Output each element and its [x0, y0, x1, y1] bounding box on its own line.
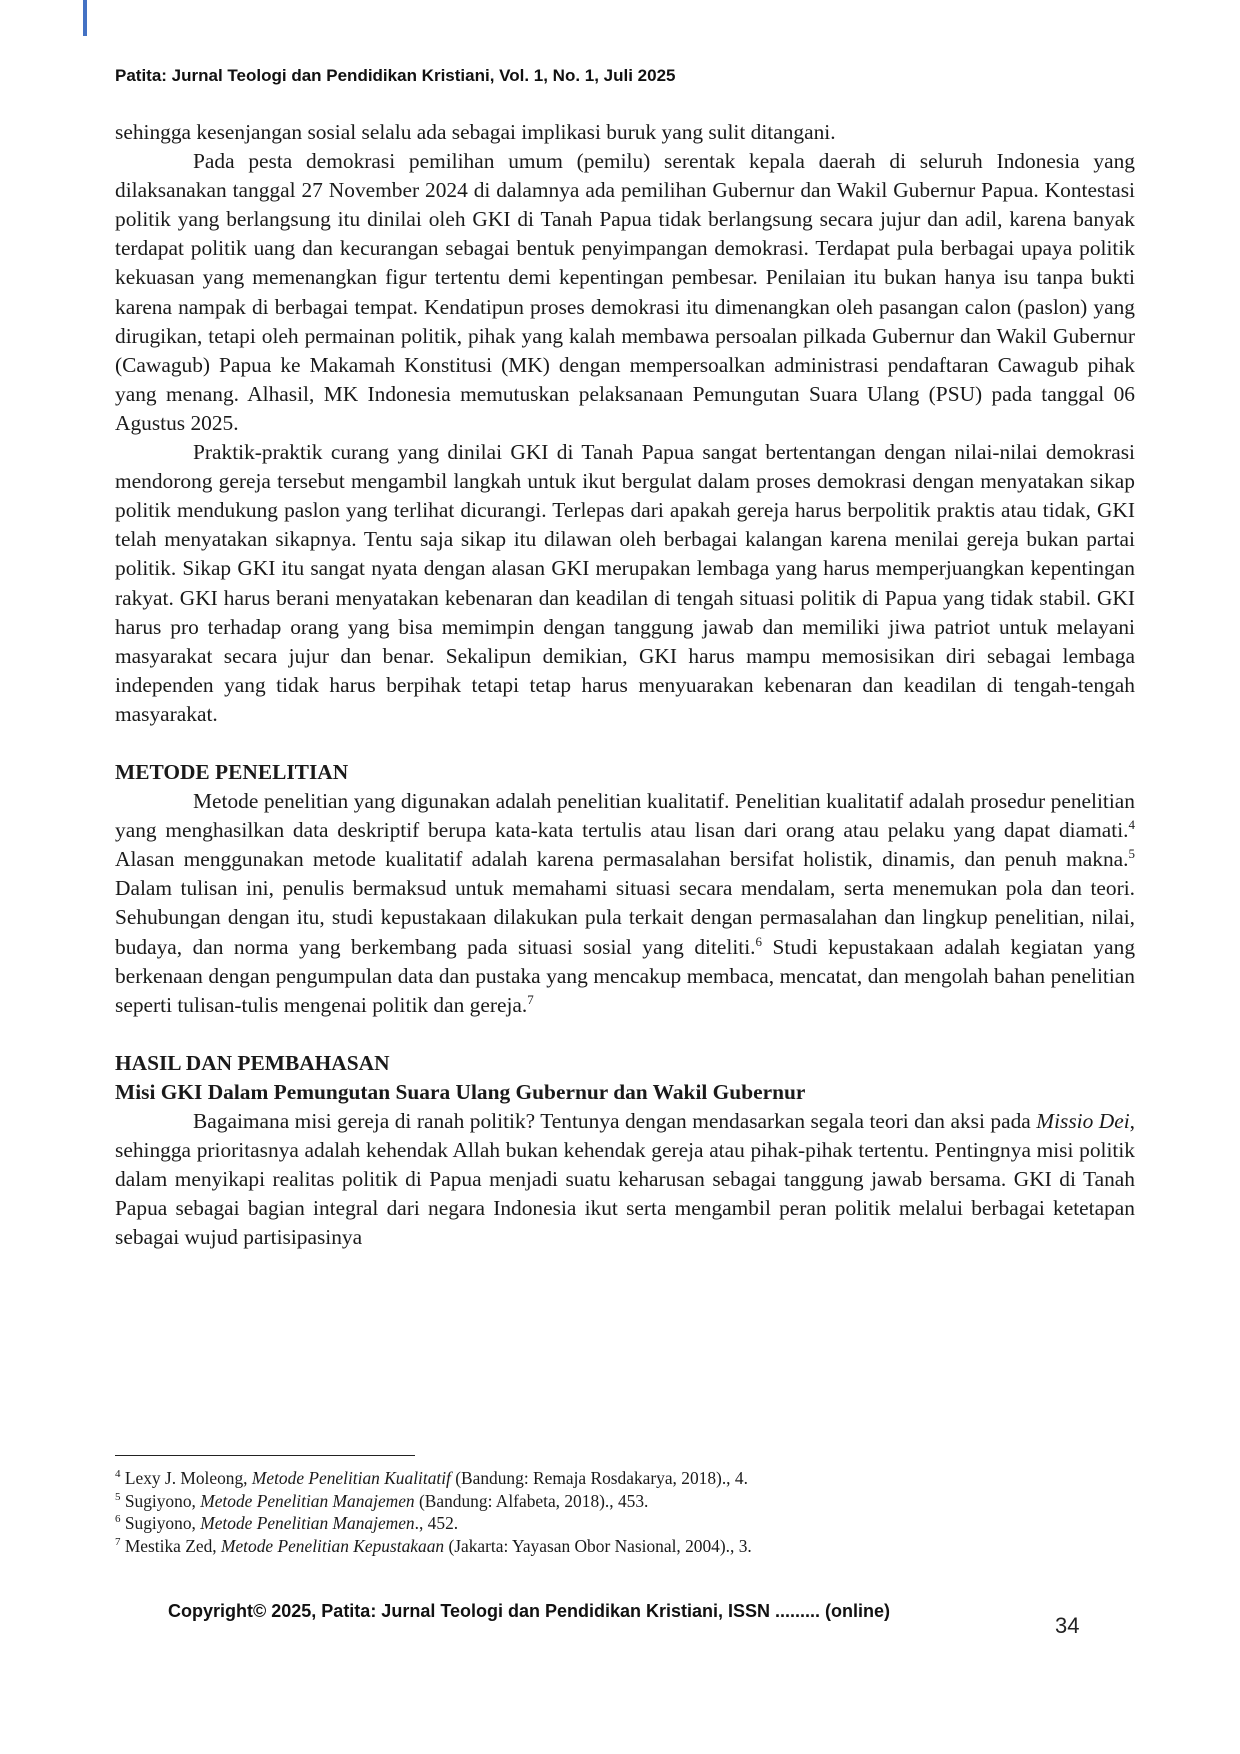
- missio-dei-term: Missio Dei: [1036, 1109, 1130, 1133]
- footnote-ref-4: 4: [1128, 817, 1135, 833]
- footnote-publication: (Bandung: Alfabeta, 2018)., 453.: [414, 1490, 649, 1511]
- footnote-author: Sugiyono,: [120, 1513, 201, 1534]
- paragraph-pesta-demokrasi: Pada pesta demokrasi pemilihan umum (pemilu) serentak kepala daerah di seluruh Indonesia yang dilaksanakan tanggal 27 November 2024 di dalamnya ada pemilihan Gubernur dan Wakil Gubernur Papua. Kontestasi politik yang berlangsung itu dinilai oleh GKI di Tanah Papua tidak berlangsung secara jujur dan adil, karena banyak terdapat politik uang dan kecurangan sebagai bentuk penyimpangan demokrasi. Terdapat pula berbagai upaya politik kekuasan yang memenangkan figur tertentu demi kepentingan pembesar. Penilaian itu bukan hanya isu tanpa bukti karena nampak di berbagai tempat. Kendatipun proses demokrasi itu dimenangkan oleh pasangan calon (paslon) yang dirugikan, tetapi oleh permainan politik, pihak yang kalah membawa persoalan pilkada Gubernur dan Wakil Gubernur (Cawagub) Papua ke Makamah Konstitusi (MK) dengan mempersoalkan administrasi pendaftaran Cawagub pihak yang menang. Alhasil, MK Indonesia memutuskan pelaksanaan Pemungutan Suara Ulang (PSU) pada tanggal 06 Agustus 2025.: [115, 149, 1135, 435]
- footnote-number: 6: [115, 1513, 121, 1526]
- footnote-ref-6: 6: [755, 933, 763, 949]
- footnote-publication: (Jakarta: Yayasan Obor Nasional, 2004)., 3.: [444, 1535, 752, 1556]
- footnote-author: Lexy J. Moleong,: [120, 1468, 252, 1488]
- metode-text-4: Studi kepustakaan adalah kegiatan yang berkenaan dengan pengumpulan data dan pustaka yang mencakup membaca, mencatat, dan mengolah bahan penelitian seperti tulisan-tulis mengenai politik dan gereja.: [115, 934, 1136, 1017]
- footnote-number: 7: [115, 1535, 121, 1548]
- footnote-ref-7: 7: [527, 991, 534, 1007]
- footnote-7: [115, 1535, 1135, 1558]
- paragraph-praktik-curang: Praktik-praktik curang yang dinilai GKI di Tanah Papua sangat bertentangan dengan nilai-nilai demokrasi mendorong gereja tersebut mengambil langkah untuk ikut bergulat dalam proses demokrasi dengan menyatakan sikap politik mendukung paslon yang terlihat dicurangi. Terlepas dari apakah gereja harus berpolitik praktis atau tidak, GKI telah menyatakan sikapnya. Tentu saja sikap itu dilawan oleh berbagai kalangan karena menilai gereja bukan partai politik. Sikap GKI itu sangat nyata dengan alasan GKI merupakan lembaga yang harus memperjuangkan kepentingan rakyat. GKI harus berani menyatakan kebenaran dan keadilan di tengah situasi politik di Papua yang tidak stabil. GKI harus pro terhadap orang yang bisa memimpin dengan tanggung jawab dan memiliki jiwa patriot untuk melayani masyarakat secara jujur dan benar. Sekalipun demikian, GKI harus mampu memosisikan diri sebagai lembaga independen yang tidak harus berpihak tetapi tetap harus menyuarakan kebenaran dan keadilan di tengah-tengah masyarakat.: [115, 440, 1135, 726]
- footnote-publication: ., 452.: [414, 1513, 459, 1534]
- footer-copyright: Copyright© 2025, Patita: Jurnal Teologi dan Pendidikan Kristiani, ISSN ......... (online): [168, 1601, 891, 1621]
- page-number: 34: [1055, 1613, 1080, 1638]
- metode-text-1: Metode penelitian yang digunakan adalah penelitian kualitatif. Penelitian kualitatif adalah prosedur penelitian yang menghasilkan data deskriptif berupa kata-kata tertulis atau lisan dari orang atau pelaku yang dapat diamati.: [115, 789, 1135, 843]
- article-body: [115, 118, 1135, 1252]
- footnote-publication: (Bandung: Remaja Rosdakarya, 2018)., 4.: [450, 1468, 748, 1488]
- paragraph-continuation: sehingga kesenjangan sosial selalu ada sebagai implikasi buruk yang sulit ditangani.: [115, 120, 836, 144]
- footnote-5: [115, 1490, 1135, 1513]
- footnote-title: Metode Penelitian Kepustakaan: [220, 1535, 445, 1556]
- metode-text-2: Alasan menggunakan metode kualitatif adalah karena permasalahan bersifat holistik, dinamis, dan penuh makna.: [115, 847, 1129, 872]
- footnote-ref-5: 5: [1128, 846, 1135, 862]
- footnote-6: [115, 1512, 1135, 1535]
- running-header: Patita: Jurnal Teologi dan Pendidikan Kristiani, Vol. 1, No. 1, Juli 2025: [115, 66, 676, 85]
- footnote-title: Metode Penelitian Manajemen: [200, 1513, 415, 1534]
- footnotes: [115, 1467, 1135, 1557]
- footnote-author: Sugiyono,: [120, 1490, 201, 1511]
- misi-text-1: Bagaimana misi gereja di ranah politik? Tentunya dengan mendasarkan segala teori dan aksi pada: [193, 1109, 1037, 1133]
- paragraph-misi: [115, 1107, 1135, 1252]
- footnote-number: 4: [115, 1468, 121, 1481]
- footnote-author: Mestika Zed,: [120, 1535, 221, 1556]
- header-accent-bar: [83, 0, 87, 36]
- metode-text-3: Dalam tulisan ini, penulis bermaksud untuk memahami situasi secara mendalam, serta menemukan pola dan teori. Sehubungan dengan itu, studi kepustakaan dilakukan pula terkait dengan permasalahan dan lingkup penelitian, nilai, budaya, dan norma yang berkembang pada situasi sosial yang diteliti.: [115, 876, 1135, 959]
- footnote-title: Metode Penelitian Kualitatif: [251, 1468, 451, 1488]
- section-heading-metode: METODE PENELITIAN: [115, 759, 349, 784]
- misi-text-2: , sehingga prioritasnya adalah kehendak Allah bukan kehendak gereja atau pihak-pihak tertentu. Pentingnya misi politik dalam menyikapi realitas politik di Papua menjadi suatu keharusan sebagai tanggung jawab bersama. GKI di Tanah Papua sebagai bagian integral dari negara Indonesia ikut serta mengambil peran politik melalui berbagai ketetapan sebagai wujud partisipasinya: [115, 1109, 1136, 1250]
- footnote-number: 5: [115, 1490, 121, 1503]
- subsection-heading-misi: Misi GKI Dalam Pemungutan Suara Ulang Gubernur dan Wakil Gubernur: [115, 1079, 806, 1104]
- section-heading-hasil: HASIL DAN PEMBAHASAN: [115, 1050, 390, 1075]
- footnote-title: Metode Penelitian Manajemen: [200, 1490, 415, 1511]
- footnote-4: [115, 1467, 1135, 1490]
- paragraph-metode: [115, 787, 1135, 1020]
- footnote-separator: [115, 1455, 415, 1456]
